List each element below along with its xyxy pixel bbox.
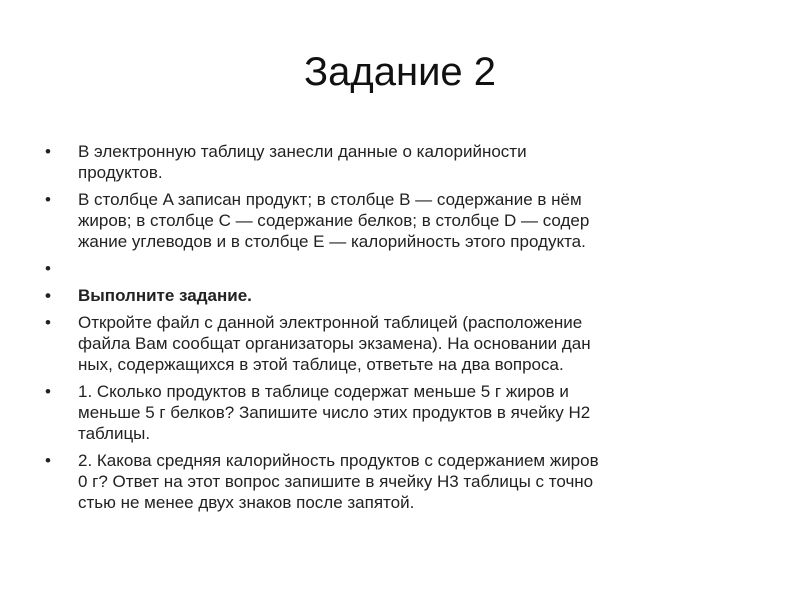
bullet-line: 2. Какова средняя калорийность продуктов с содержанием жиров [78,451,599,470]
bullet-dot-icon: • [45,259,51,278]
bullet-dot-icon: • [45,286,51,305]
bullet-line: файла Вам сообщат организаторы экзамена). На основании дан [78,334,591,353]
bullet-item-empty [42,258,762,279]
bullet-line: продуктов. [78,163,163,182]
bullet-item-question-1 [42,381,762,444]
bullet-line: В электронную таблицу занесли данные о калорийности [78,142,527,161]
bullet-dot-icon: • [45,451,51,470]
bullet-line: меньше 5 г белков? Запишите число этих продуктов в ячейку H2 [78,403,591,422]
bullet-line: Выполните задание. [78,286,252,305]
bullet-item-columns [42,189,762,252]
bullet-line: 0 г? Ответ на этот вопрос запишите в ячейку H3 таблицы с точно [78,472,594,491]
bullet-line: жание углеводов и в столбце E — калорийность этого продукта. [78,232,586,251]
bullet-item-intro [42,141,762,183]
bullet-list [42,141,762,519]
bullet-item-task-heading [42,285,762,306]
bullet-line: В столбце A записан продукт; в столбце B — содержание в нём [78,190,582,209]
bullet-line: стью не менее двух знаков после запятой. [78,493,415,512]
bullet-dot-icon: • [45,142,51,161]
bullet-line: ных, содержащихся в этой таблице, ответьте на два вопроса. [78,355,564,374]
bullet-dot-icon: • [45,313,51,332]
bullet-line: 1. Сколько продуктов в таблице содержат меньше 5 г жиров и [78,382,569,401]
bullet-item-instructions [42,312,762,375]
slide-title: Задание 2 [303,50,497,94]
bullet-dot-icon: • [45,190,51,209]
bullet-dot-icon: • [45,382,51,401]
bullet-line: жиров; в столбце C — содержание белков; в столбце D — содер [78,211,590,230]
bullet-line: Откройте файл с данной электронной таблицей (расположение [78,313,583,332]
bullet-line: таблицы. [78,424,151,443]
bullet-item-question-2 [42,450,762,513]
